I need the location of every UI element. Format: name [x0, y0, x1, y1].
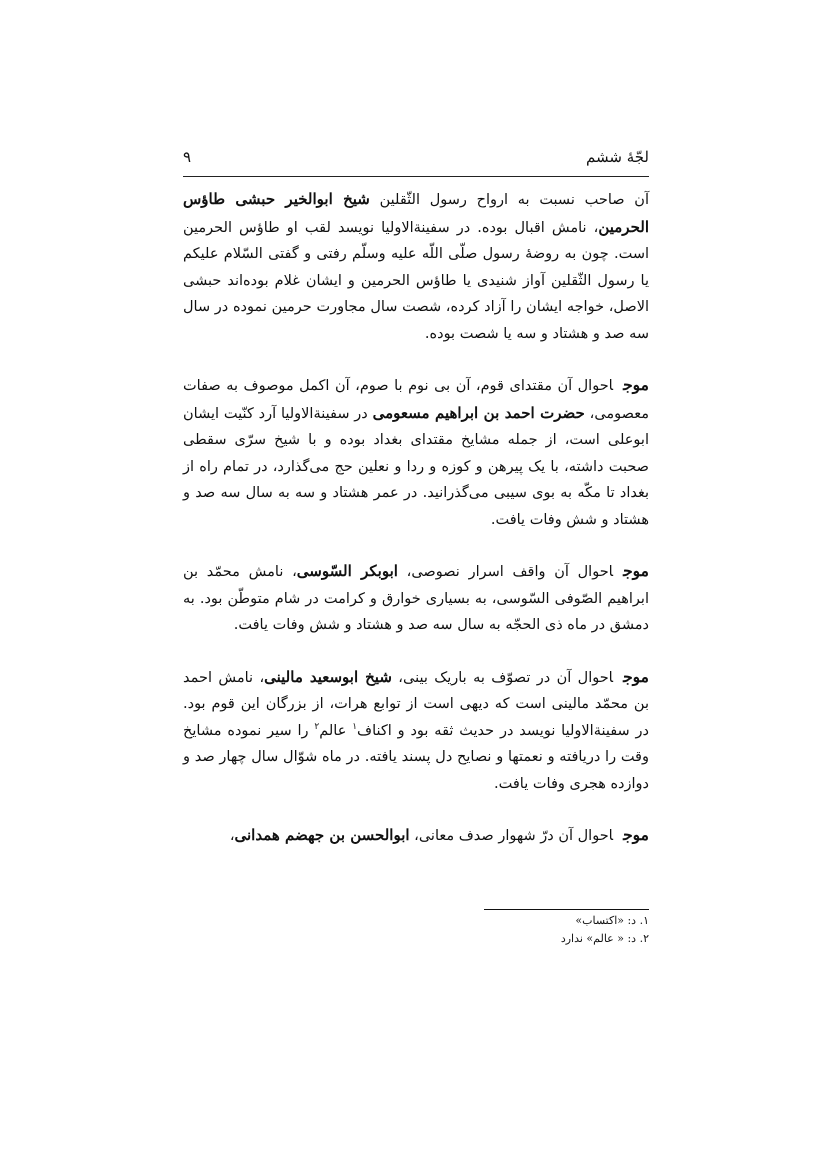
paragraph-lead: موج: [623, 561, 649, 580]
header-rule: [183, 176, 649, 177]
paragraph: موجاحوال آن مقتدای قوم، آن بی نوم با صوم، آن اکمل موصوف به صفات معصومی، حضرت احمد بن ابراهیم مسعومی در سفینةالاولیا آرد کنّیت ایشان ابوعلی است، از جمله مشایخ مقتدای بغداد بوده و با شیخ سرّی سقطی صحبت داشته، با یک پیرهن و کوزه و ردا و نعلین حج می‌گذارد، در تمام راه از بغداد تا مکّه به بوی سیبی می‌گذرانید. در عمر هشتاد و سه به سال سه صد و هشتاد و شش وفات یافت.: [183, 375, 650, 528]
person-name: ابوالحسن بن جهضم همدانی: [234, 826, 410, 844]
footnote: ۲. د: « عالم» ندارد: [560, 932, 649, 945]
footnote-marker[interactable]: ۲: [314, 721, 320, 732]
footnote: ۱. د: «اکتساب»: [575, 914, 649, 927]
page-number: ۹: [183, 148, 192, 166]
paragraph: موجاحوال آن در تصوّف به باریک بینی، شیخ ابوسعید مالینی، نامش احمد بن محمّد مالینی است که دیهی است از توابع هرات، از بزرگان این قوم بود. در سفینةالاولیا نویسد در حدیث ثقه بود و اکناف$^۱$ عالم$^۲$ را سیر نموده مشایخ وقت را دریافته و نعمتها و نصایح دل پسند یافته. در ماه شوّال سال چهار صد و دوازده هجری وفات یافت.: [183, 666, 650, 792]
person-name: حضرت احمد بن ابراهیم مسعومی: [372, 403, 585, 422]
paragraph: موجاحوال آن درّ شهوار صدف معانی، ابوالحسن بن جهضم همدانی،: [229, 825, 649, 844]
paragraph-lead: موج: [623, 666, 649, 686]
paragraph: موجاحوال آن واقف اسرار نصوصی، ابوبکر السّوسی، نامش محمّد بن ابراهیم الصّوفی السّوسی، به بسیاری خوارق و کرامت در شام متوطّن بود. به دمشق در ماه ذی الحجّه به سال سه صد و هشتاد و شش وفات یافت.: [183, 561, 649, 633]
running-title: لجّهٔ ششم: [586, 148, 649, 166]
page-header: [183, 148, 649, 172]
footnotes: [183, 912, 649, 948]
body-text: [183, 186, 649, 850]
paragraph-lead: موج: [623, 825, 649, 844]
paragraph: آن صاحب نسبت به ارواح رسول الثّقلین شیخ ابوالخیر حبشی طاؤس الحرمین، نامش اقبال بوده. در سفینةالاولیا نویسد لقب او طاؤس الحرمین است. چون به روضهٔ رسول صلّی اللّه علیه وسلّم رفتی و گفتی السّلام علیکم یا رسول الثّقلین آواز شنیدی یا طاؤس الحرمین و ایشان غلام بوده‌اند حبشی الاصل، خواجه ایشان را آزاد کرده، شصت سال مجاورت حرمین نموده در سال سه صد و هشتاد و سه یا شصت بوده.: [183, 190, 649, 342]
person-name: ابوبکر السّوسی: [296, 562, 398, 580]
person-name: شیخ ابوسعید مالینی: [264, 667, 392, 686]
footnote-rule: [484, 909, 649, 910]
person-name: شیخ ابوالخیر حبشی طاؤس الحرمین: [183, 190, 649, 236]
paragraph-lead: موج: [623, 375, 649, 394]
footnote-marker[interactable]: ۱: [352, 721, 358, 732]
